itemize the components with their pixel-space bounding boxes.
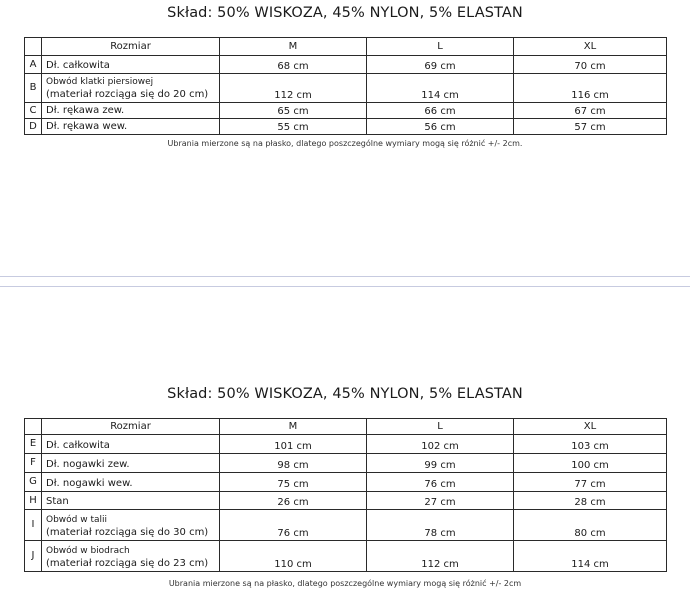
size-l-header: L [367,38,514,56]
top-size-table [24,37,667,135]
value-m: 112 cm [220,74,367,103]
value-l: 56 cm [367,119,514,135]
header-corner-cell [25,38,42,56]
size-label-header: Rozmiar [42,38,220,56]
value-xl: 100 cm [514,454,667,473]
row-letter: E [25,435,42,454]
row-letter: A [25,56,42,74]
value-l: 27 cm [367,492,514,510]
row-name-heading: Obwód w talii [46,515,108,525]
section-divider [0,286,690,287]
value-m: 110 cm [220,541,367,572]
row-letter: I [25,510,42,541]
value-l: 112 cm [367,541,514,572]
table-row [25,119,667,135]
value-m: 75 cm [220,473,367,492]
row-letter: G [25,473,42,492]
row-letter: C [25,103,42,119]
row-name [42,56,220,74]
value-xl: 114 cm [514,541,667,572]
value-m: 76 cm [220,510,367,541]
value-xl: 70 cm [514,56,667,74]
value-xl: 116 cm [514,74,667,103]
table-row [25,435,667,454]
row-name-text: Dł. całkowita [46,440,110,451]
value-xl: 57 cm [514,119,667,135]
top-measurement-note: Ubrania mierzone są na płasko, dlatego poszczególne wymiary mogą się różnić +/- 2cm. [167,139,523,148]
table-row [25,56,667,74]
row-name-text: Dł. nogawki wew. [46,478,133,489]
row-name [42,510,220,541]
row-name [42,74,220,103]
row-name-heading: Obwód w biodrach [46,546,130,556]
bottom-size-table [24,418,667,572]
row-name [42,454,220,473]
value-l: 69 cm [367,56,514,74]
table-row [25,541,667,572]
row-name-text: Dł. nogawki zew. [46,459,130,470]
row-name-text: Stan [46,496,69,507]
value-m: 55 cm [220,119,367,135]
top-table-title: Skład: 50% WISKOZA, 45% NYLON, 5% ELASTAN [167,5,523,21]
table-row [25,492,667,510]
table-row [25,103,667,119]
size-xl-header: XL [514,38,667,56]
row-name [42,119,220,135]
value-l: 99 cm [367,454,514,473]
row-name-heading: Obwód klatki piersiowej [46,77,154,87]
row-name-text: (materiał rozciąga się do 30 cm) [46,527,209,538]
value-l: 102 cm [367,435,514,454]
section-divider [0,276,690,277]
row-name [42,435,220,454]
row-letter: J [25,541,42,572]
size-label-header: Rozmiar [42,419,220,435]
row-name-text: Dł. rękawa zew. [46,105,125,116]
size-m-header: M [220,38,367,56]
row-letter: F [25,454,42,473]
row-letter: B [25,74,42,103]
header-corner-cell [25,419,42,435]
table-row [25,510,667,541]
row-letter: H [25,492,42,510]
row-name-text: (materiał rozciąga się do 23 cm) [46,558,209,569]
value-xl: 80 cm [514,510,667,541]
row-name-text: (materiał rozciąga się do 20 cm) [46,89,209,100]
value-xl: 77 cm [514,473,667,492]
value-l: 66 cm [367,103,514,119]
value-m: 65 cm [220,103,367,119]
value-xl: 67 cm [514,103,667,119]
row-name [42,473,220,492]
table-row [25,473,667,492]
table-header-row [25,38,667,56]
row-name [42,492,220,510]
table-header-row [25,419,667,435]
value-xl: 103 cm [514,435,667,454]
value-xl: 28 cm [514,492,667,510]
table-row [25,454,667,473]
size-l-header: L [367,419,514,435]
value-l: 114 cm [367,74,514,103]
value-m: 98 cm [220,454,367,473]
value-m: 26 cm [220,492,367,510]
row-name-text: Dł. całkowita [46,60,110,71]
size-xl-header: XL [514,419,667,435]
value-l: 76 cm [367,473,514,492]
row-letter: D [25,119,42,135]
value-m: 68 cm [220,56,367,74]
row-name [42,541,220,572]
bottom-table-title: Skład: 50% WISKOZA, 45% NYLON, 5% ELASTAN [167,386,523,402]
value-m: 101 cm [220,435,367,454]
table-row [25,74,667,103]
bottom-measurement-note: Ubrania mierzone są na płasko, dlatego poszczególne wymiary mogą się różnić +/- 2cm [168,579,522,588]
row-name-text: Dł. rękawa wew. [46,121,128,132]
value-l: 78 cm [367,510,514,541]
size-m-header: M [220,419,367,435]
row-name [42,103,220,119]
